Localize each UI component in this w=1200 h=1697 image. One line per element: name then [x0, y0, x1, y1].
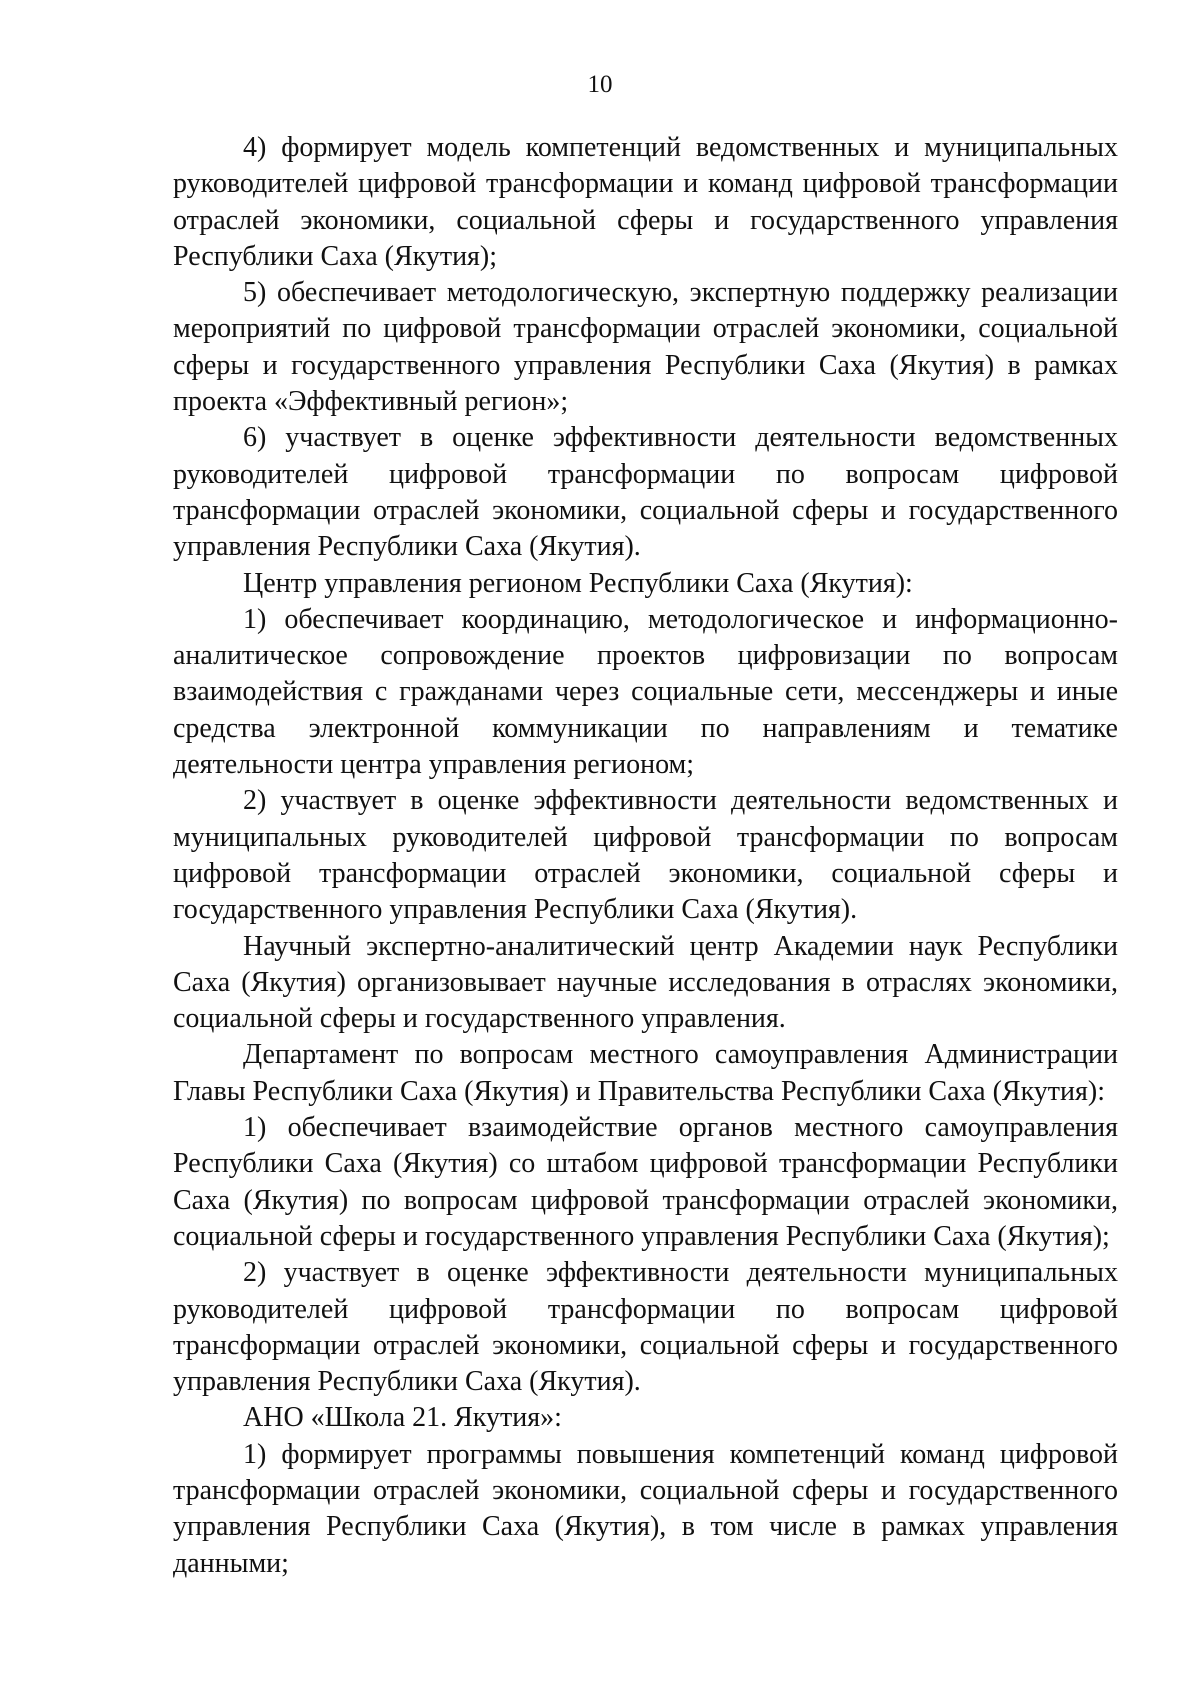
paragraph-heading-school-21: АНО «Школа 21. Якутия»:	[243, 1402, 562, 1434]
paragraph-item-5-methodological-support: 5) обеспечивает методологическую, экспертную поддержку реализации мероприятий по цифровой трансформации отраслей экономики, социальной сферы и государственного управления Республики Саха (Якутия) в рамках проекта «Эффективный регион»;	[173, 277, 1118, 418]
page-number: 10	[587, 71, 613, 98]
paragraph-item-2-efficiency-assessment: 2) участвует в оценке эффективности деятельности ведомственных и муниципальных руководителей цифровой трансформации по вопросам цифровой трансформации отраслей экономики, социальной сферы и государственного управления Республики Саха (Якутия).	[173, 785, 1118, 926]
paragraph-heading-region-control-center: Центр управления регионом Республики Саха (Якутия):	[243, 567, 913, 599]
paragraph-item-4-competency-model: 4) формирует модель компетенций ведомственных и муниципальных руководителей цифровой трансформации и команд цифровой трансформации отраслей экономики, социальной сферы и государственного управления Республики Саха (Якутия);	[173, 132, 1118, 272]
paragraph-item-1-coordination: 1) обеспечивает координацию, методологическое и информационно-аналитическое сопровождение проектов цифровизации по вопросам взаимодействия с гражданами через социальные сети, мессенджеры и иные средства электронной коммуникации по направлениям и тематике деятельности центра управления регионом;	[173, 603, 1118, 781]
paragraph-item-1-training-programs: 1) формирует программы повышения компетенций команд цифровой трансформации отраслей экономики, социальной сферы и государственного управления Республики Саха (Якутия), в том числе в рамках управления данными;	[173, 1438, 1118, 1579]
paragraph-item-1-interaction: 1) обеспечивает взаимодействие органов местного самоуправления Республики Саха (Якутия) со штабом цифровой трансформации Республики Саха (Якутия) по вопросам цифровой трансформации отраслей экономики, социальной сферы и государственного управления Республики Саха (Якутия);	[173, 1112, 1118, 1252]
document-body	[173, 130, 1118, 1582]
paragraph-item-2-municipal-assessment: 2) участвует в оценке эффективности деятельности муниципальных руководителей цифровой трансформации по вопросам цифровой трансформации отраслей экономики, социальной сферы и государственного управления Республики Саха (Якутия).	[173, 1257, 1118, 1398]
paragraph-heading-local-government-department: Департамент по вопросам местного самоуправления Администрации Главы Республики Саха (Якутия) и Правительства Республики Саха (Якутия):	[173, 1039, 1118, 1107]
paragraph-item-6-efficiency-assessment: 6) участвует в оценке эффективности деятельности ведомственных руководителей цифровой трансформации по вопросам цифровой трансформации отраслей экономики, социальной сферы и государственного управления Республики Саха (Якутия).	[173, 422, 1118, 563]
paragraph-scientific-center: Научный экспертно-аналитический центр Академии наук Республики Саха (Якутия) организовывает научные исследования в отраслях экономики, социальной сферы и государственного управления.	[173, 930, 1118, 1035]
